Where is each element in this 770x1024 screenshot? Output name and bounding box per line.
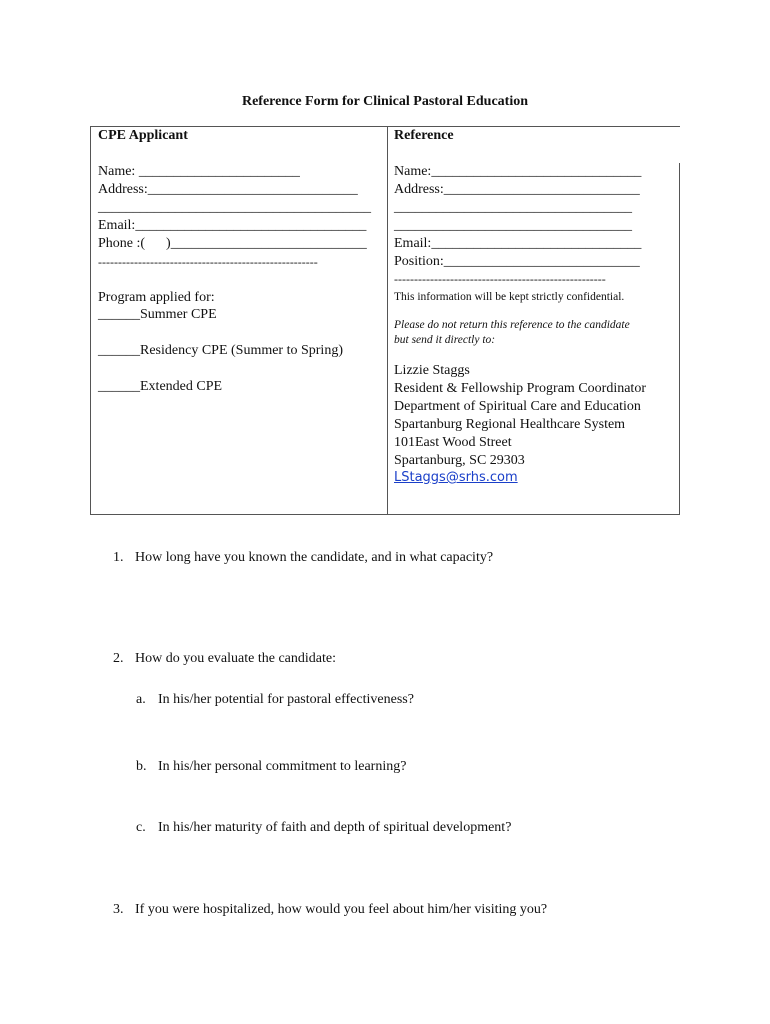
return-instruction-1: Please do not return this reference to the candidate <box>394 319 630 331</box>
question-3 <box>113 902 547 918</box>
contact-email-link[interactable]: LStaggs@srhs.com <box>394 470 518 485</box>
question-1-text: How long have you known the candidate, and in what capacity? <box>135 550 494 565</box>
reference-position-field[interactable]: Position:____________________________ <box>394 254 640 269</box>
program-option-summer[interactable]: ______Summer CPE <box>98 307 217 322</box>
program-option-residency[interactable]: ______Residency CPE (Summer to Spring) <box>98 343 343 358</box>
contact-department: Department of Spiritual Care and Education <box>394 399 641 414</box>
subquestion-b-text: In his/her personal commitment to learning? <box>158 759 407 774</box>
applicant-separator: ------------------------------------------------------- <box>98 255 318 269</box>
subquestion-c <box>136 820 511 836</box>
table-column-divider <box>387 126 388 515</box>
question-1 <box>113 550 493 566</box>
contact-organization: Spartanburg Regional Healthcare System <box>394 417 626 432</box>
applicant-heading: CPE Applicant <box>98 128 188 143</box>
table-right-border <box>679 163 680 515</box>
program-applied-label: Program applied for: <box>98 290 215 305</box>
reference-address-field[interactable]: Address:____________________________ <box>394 182 640 197</box>
reference-separator: ----------------------------------------------------- <box>394 272 606 286</box>
applicant-address-field[interactable]: Address:______________________________ <box>98 182 358 197</box>
question-2-number: 2. <box>113 651 124 666</box>
reference-heading: Reference <box>394 128 454 143</box>
applicant-address-line-2[interactable]: _______________________________________ <box>98 200 371 215</box>
applicant-name-field[interactable]: Name: _______________________ <box>98 164 300 179</box>
subquestion-a-letter: a. <box>136 692 146 707</box>
reference-address-line-2[interactable]: __________________________________ <box>394 200 632 215</box>
reference-name-field[interactable]: Name:______________________________ <box>394 164 642 179</box>
applicant-email-field[interactable]: Email:_________________________________ <box>98 218 367 233</box>
subquestion-c-letter: c. <box>136 820 146 835</box>
program-option-extended[interactable]: ______Extended CPE <box>98 379 223 394</box>
subquestion-b-letter: b. <box>136 759 147 774</box>
question-3-number: 3. <box>113 902 124 917</box>
contact-name: Lizzie Staggs <box>394 363 470 378</box>
subquestion-a-text: In his/her potential for pastoral effectiveness? <box>158 692 414 707</box>
applicant-phone-field[interactable]: Phone :( )____________________________ <box>98 236 367 251</box>
question-2 <box>113 651 336 667</box>
confidential-note: This information will be kept strictly confidential. <box>394 291 625 303</box>
return-instruction-2: but send it directly to: <box>394 334 496 346</box>
subquestion-b <box>136 759 406 775</box>
contact-city: Spartanburg, SC 29303 <box>394 453 525 468</box>
contact-role: Resident & Fellowship Program Coordinator <box>394 381 646 396</box>
reference-address-line-3[interactable]: __________________________________ <box>394 218 632 233</box>
subquestion-c-text: In his/her maturity of faith and depth of spiritual development? <box>158 820 512 835</box>
contact-street: 101East Wood Street <box>394 435 512 450</box>
question-2-text: How do you evaluate the candidate: <box>135 651 336 666</box>
question-3-text: If you were hospitalized, how would you feel about him/her visiting you? <box>135 902 548 917</box>
subquestion-a <box>136 692 414 708</box>
reference-email-field[interactable]: Email:______________________________ <box>394 236 642 251</box>
question-1-number: 1. <box>113 550 124 565</box>
form-title: Reference Form for Clinical Pastoral Education <box>241 94 529 109</box>
